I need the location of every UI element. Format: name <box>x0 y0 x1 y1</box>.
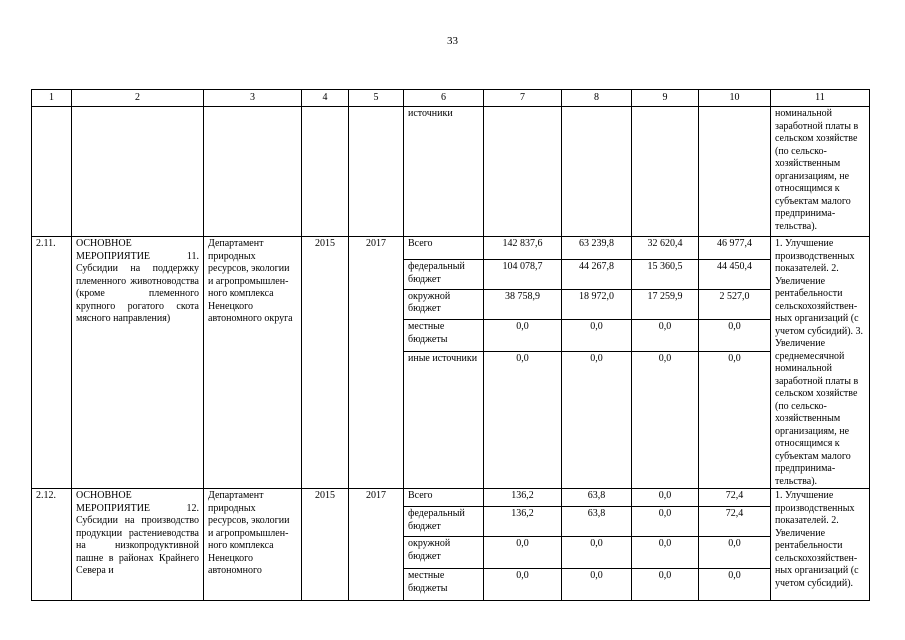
expected-results: 1. Улучшение производственных показателей. 2. Увеличение рентабельности сельскохозяйствен-ных организаций (с учетом субсидий). <box>771 489 870 601</box>
source-name: иные источники <box>404 351 484 488</box>
program-table <box>31 89 870 601</box>
value-cell: 38 758,9 <box>484 289 562 319</box>
expected-results: 1. Улучшение производственных показателей. 2. Увеличение рентабельности сельскохозяйствен-ных организаций (с учетом субсидий). 3. Увеличение среднемесячной номинальной заработной платы в сельском хозяйстве (по сельско-хозяйственным организациям, не относящимся к субъектам малого предпринима-тельства). <box>771 237 870 489</box>
column-number: 9 <box>632 90 699 107</box>
value-cell: 44 267,8 <box>562 260 632 289</box>
value-cell: 18 972,0 <box>562 289 632 319</box>
column-number: 1 <box>32 90 72 107</box>
column-number: 4 <box>302 90 349 107</box>
source-name: окружной бюджет <box>404 537 484 569</box>
value-cell: 0,0 <box>699 537 771 569</box>
measure-name: ОСНОВНОЕ МЕРОПРИЯТИЕ 12. Субсидии на производство продукции растениеводства на низкопродуктивной пашне в районах Крайнего Севера и <box>72 489 204 601</box>
value-cell: 142 837,6 <box>484 237 562 260</box>
table-row <box>32 237 870 260</box>
value-cell: 15 360,5 <box>632 260 699 289</box>
value-cell: 0,0 <box>699 569 771 601</box>
column-number-row <box>32 90 870 107</box>
value-cell: 46 977,4 <box>699 237 771 260</box>
source-name: местные бюджеты <box>404 569 484 601</box>
source-name: федеральный бюджет <box>404 507 484 537</box>
value-cell: 63,8 <box>562 489 632 507</box>
start-year: 2015 <box>302 489 349 601</box>
column-number: 8 <box>562 90 632 107</box>
executor: Департамент природных ресурсов, экологии и агропромышлен-ного комплекса Ненецкого автономного округа <box>204 237 302 489</box>
value-cell: 136,2 <box>484 489 562 507</box>
value-cell: 72,4 <box>699 507 771 537</box>
value-cell: 0,0 <box>632 351 699 488</box>
value-cell: 0,0 <box>562 320 632 352</box>
value-cell: 136,2 <box>484 507 562 537</box>
executor: Департамент природных ресурсов, экологии и агропромышлен-ного комплекса Ненецкого автономного <box>204 489 302 601</box>
value-cell: 0,0 <box>632 320 699 352</box>
source-name: местные бюджеты <box>404 320 484 352</box>
value-cell: 32 620,4 <box>632 237 699 260</box>
source-name: федеральный бюджет <box>404 260 484 289</box>
end-year: 2017 <box>349 489 404 601</box>
continuation-row <box>32 107 870 237</box>
value-cell: 0,0 <box>699 351 771 488</box>
column-number: 10 <box>699 90 771 107</box>
value-cell: 0,0 <box>632 507 699 537</box>
source-name: окружной бюджет <box>404 289 484 319</box>
column-number: 3 <box>204 90 302 107</box>
table-row <box>32 489 870 507</box>
start-year: 2015 <box>302 237 349 489</box>
value-cell: 17 259,9 <box>632 289 699 319</box>
value-cell: 72,4 <box>699 489 771 507</box>
value-cell: 0,0 <box>699 320 771 352</box>
column-number: 5 <box>349 90 404 107</box>
value-cell: 0,0 <box>484 351 562 488</box>
source-name: Всего <box>404 489 484 507</box>
value-cell: 0,0 <box>632 489 699 507</box>
value-cell: 44 450,4 <box>699 260 771 289</box>
column-number: 7 <box>484 90 562 107</box>
value-cell: 0,0 <box>484 320 562 352</box>
source-name: источники <box>404 107 484 237</box>
page-number: 33 <box>447 35 458 47</box>
value-cell: 0,0 <box>484 537 562 569</box>
value-cell: 0,0 <box>632 569 699 601</box>
column-number: 11 <box>771 90 870 107</box>
value-cell: 0,0 <box>484 569 562 601</box>
measure-name: ОСНОВНОЕ МЕРОПРИЯТИЕ 11. Субсидии на поддержку племенного животноводства (кроме племенного крупного рогатого скота мясного направления) <box>72 237 204 489</box>
value-cell: 63 239,8 <box>562 237 632 260</box>
value-cell: 0,0 <box>562 537 632 569</box>
column-number: 2 <box>72 90 204 107</box>
value-cell: 0,0 <box>562 569 632 601</box>
source-name: Всего <box>404 237 484 260</box>
value-cell: 0,0 <box>632 537 699 569</box>
value-cell: 2 527,0 <box>699 289 771 319</box>
value-cell: 63,8 <box>562 507 632 537</box>
row-number: 2.12. <box>32 489 72 601</box>
end-year: 2017 <box>349 237 404 489</box>
expected-results: номинальной заработной платы в сельском хозяйстве (по сельско-хозяйственным организациям, не относящимся к субъектам малого предпринима-тельства). <box>771 107 870 237</box>
column-number: 6 <box>404 90 484 107</box>
value-cell: 104 078,7 <box>484 260 562 289</box>
value-cell: 0,0 <box>562 351 632 488</box>
row-number: 2.11. <box>32 237 72 489</box>
